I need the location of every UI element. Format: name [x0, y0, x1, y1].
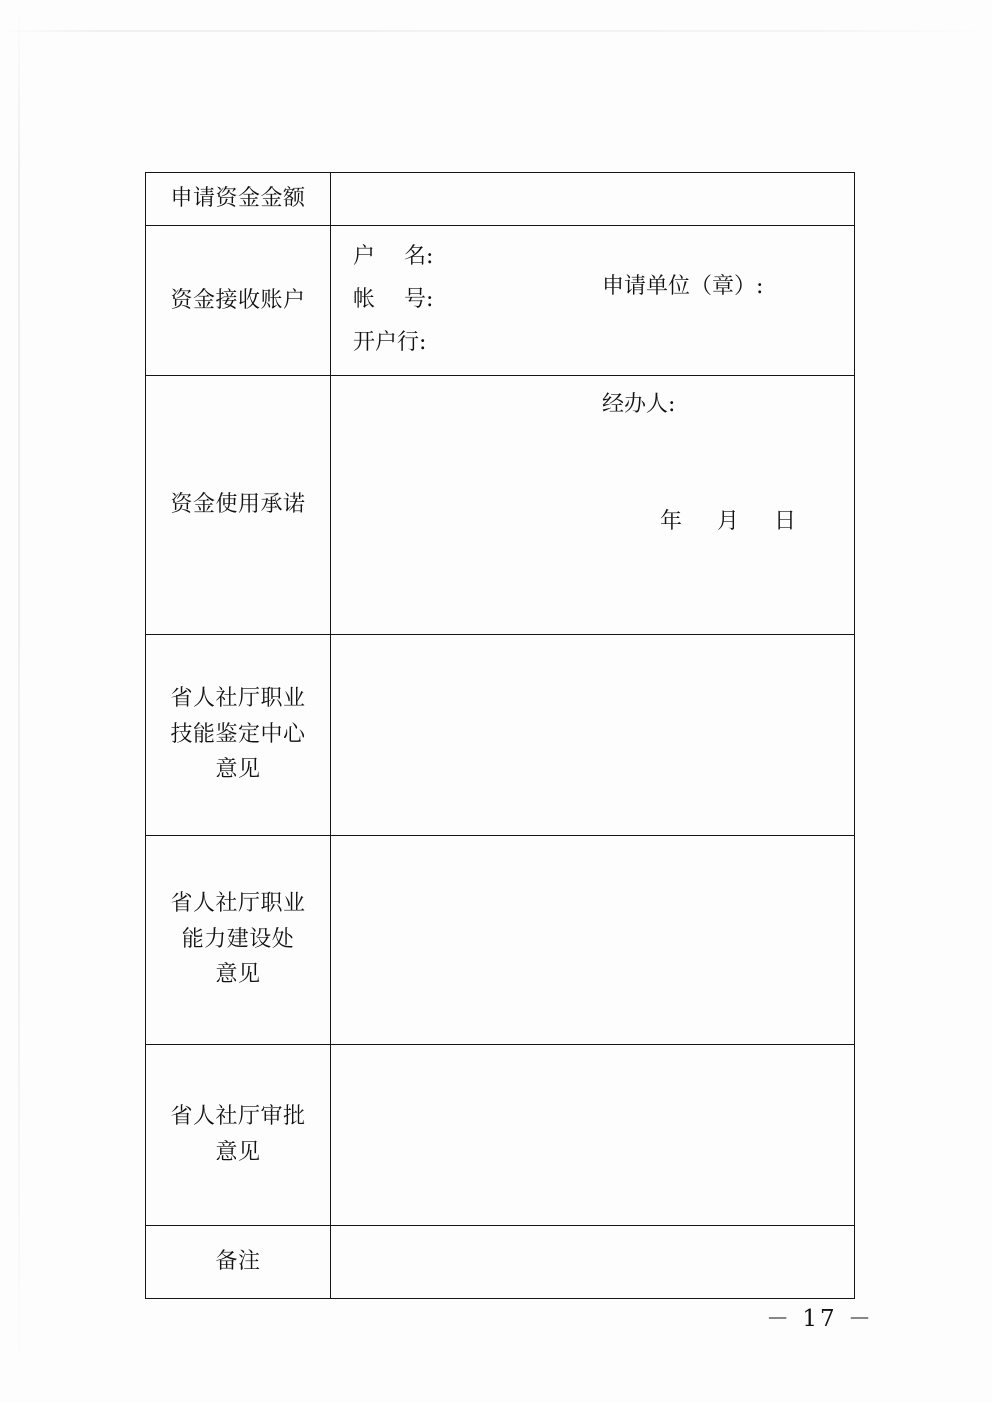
signature-unit[interactable]: 申请单位（章）: [602, 274, 764, 300]
row-label-capacity-division-opinion [146, 835, 331, 1044]
row-label-promise-line-1: 资金使用承诺 [170, 491, 306, 517]
page-number: － 17 － [766, 1306, 874, 1332]
table-row-appraisal-center-opinion [146, 634, 855, 835]
row-label-department-approval-opinion [146, 1044, 331, 1225]
row-label-promise [146, 375, 331, 634]
row-value-remark[interactable] [331, 1225, 855, 1298]
scan-edge-left [18, 0, 20, 1403]
account-field-bank[interactable]: 开户行: [353, 329, 427, 355]
table-row-remark [146, 1225, 855, 1298]
row-label-account-line-1: 资金接收账户 [170, 287, 306, 313]
row-label-capacity-division-opinion-line-2: 能力建设处 [181, 926, 295, 952]
row-label-capacity-division-opinion-line-1: 省人社厅职业 [170, 891, 306, 917]
row-label-amount [146, 173, 331, 226]
row-label-department-approval-opinion-line-2: 意见 [215, 1139, 261, 1165]
table-row-department-approval-opinion [146, 1044, 855, 1225]
signature-date[interactable]: 年 月 日 [660, 509, 798, 535]
row-value-appraisal-center-opinion[interactable] [331, 634, 855, 835]
row-label-appraisal-center-opinion-line-3: 意见 [215, 757, 261, 783]
row-label-account [146, 226, 331, 376]
row-value-capacity-division-opinion[interactable] [331, 835, 855, 1044]
row-label-amount-line-1: 申请资金金额 [170, 186, 306, 212]
row-value-department-approval-opinion[interactable] [331, 1044, 855, 1225]
row-label-appraisal-center-opinion [146, 634, 331, 835]
scan-edge-top [0, 30, 992, 32]
signature-handler[interactable]: 经办人: [602, 391, 676, 417]
row-label-appraisal-center-opinion-line-1: 省人社厅职业 [170, 686, 306, 712]
account-field-number[interactable]: 帐 号: [353, 286, 434, 312]
row-label-appraisal-center-opinion-line-2: 技能鉴定中心 [170, 721, 306, 747]
application-form-table [145, 172, 855, 1299]
table-row-promise [146, 375, 855, 634]
row-label-remark [146, 1225, 331, 1298]
table-row-capacity-division-opinion [146, 835, 855, 1044]
row-label-remark-line-1: 备注 [215, 1248, 261, 1274]
signature-block [602, 189, 798, 620]
account-field-name[interactable]: 户 名: [353, 244, 434, 269]
row-label-department-approval-opinion-line-1: 省人社厅审批 [170, 1104, 306, 1130]
row-label-capacity-division-opinion-line-3: 意见 [215, 962, 261, 988]
